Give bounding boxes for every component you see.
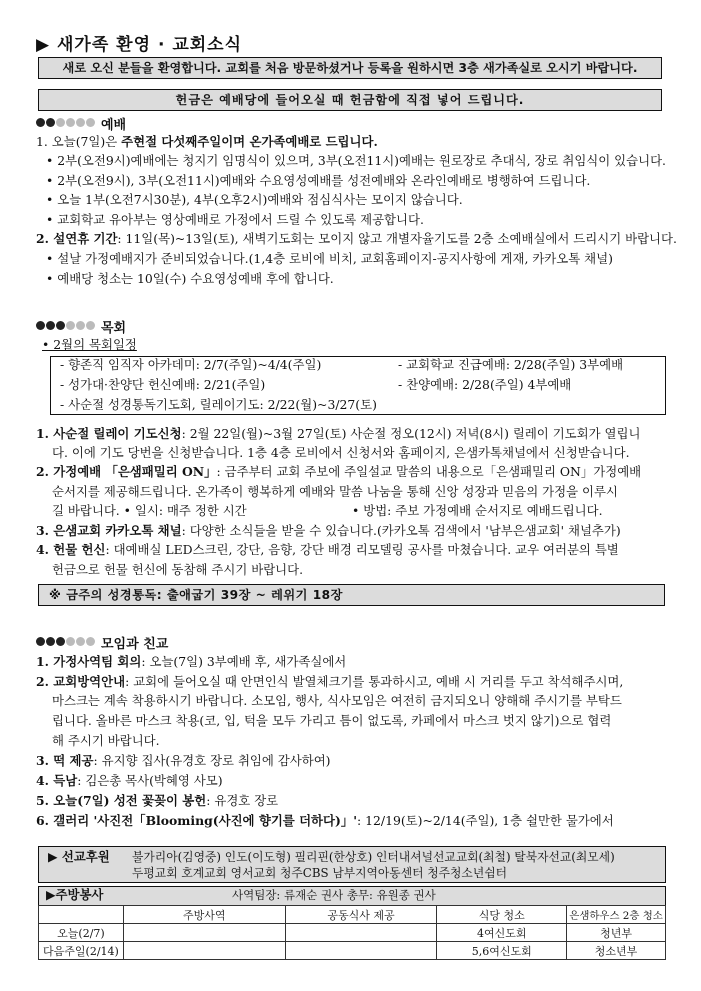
table-cell <box>285 924 437 942</box>
ministry-item-2-cont: 길 바랍니다. • 일시: 매주 정한 시간 <box>52 503 247 518</box>
table-header-row <box>39 906 666 924</box>
fellowship-item-4: 4. 득남: 김은총 목사(박혜영 사모) <box>36 773 223 788</box>
missions-label: ▶ 선교후원 <box>48 849 110 864</box>
kitchen-table <box>38 905 666 960</box>
worship-bullet: • 2부(오전9시), 3부(오전11시)예배와 수요영성예배를 성전예배와 온라인예배로 병행하여 드립니다. <box>46 173 591 188</box>
ministry-item-2: 2. 가정예배 「은샘패밀리 ON」: 금주부터 교회 주보에 주일설교 말씀의 내용으로「은샘패밀리 ON」가정예배 <box>36 464 642 479</box>
worship-item-1: 1. 오늘(7일)은 주현절 다섯째주일이며 온가족예배로 드립니다. <box>36 134 378 149</box>
schedule-title: • 2월의 목회일정 <box>42 337 137 352</box>
worship-bullet: • 교회학교 유아부는 영상예배로 가정에서 드릴 수 있도록 제공합니다. <box>46 212 424 227</box>
table-header: 주방사역 <box>123 906 285 924</box>
table-cell: 5,6여신도회 <box>437 942 567 960</box>
schedule-item: - 향존직 임직자 아카데미: 2/7(주일)~4/4(주일) <box>60 357 322 372</box>
missions-line: 불가리아(김영중) 인도(이도형) 필리핀(한상호) 인터내셔널선교교회(최철) 탈북자선교(최모세) <box>132 850 615 864</box>
table-row <box>39 942 666 960</box>
table-cell: 청년부 <box>567 924 666 942</box>
ministry-item-1-cont: 다. 이에 기도 당번을 신청받습니다. 1층 4층 로비에서 신청서와 홈페이지, 은샘카톡채널에서 신청받습니다. <box>52 445 630 460</box>
dots-icon <box>36 635 96 650</box>
ministry-item-3: 3. 은샘교회 카카오톡 채널: 다양한 소식들을 받을 수 있습니다.(카카오톡 검색에서 '남부은샘교회' 채널추가) <box>36 523 621 538</box>
fellowship-item-6: 6. 갤러리 '사진전「Blooming(사진에 향기를 더하다)」': 12/19(토)~2/14(주일), 1층 쉴만한 물가에서 <box>36 813 614 828</box>
section-fellowship-heading: 모임과 친교 <box>36 633 168 652</box>
table-cell <box>123 942 285 960</box>
worship-bullet: • 2부(오전9시)예배에는 청지기 임명식이 있으며, 3부(오전11시)예배는 원로장로 추대식, 장로 취임식이 있습니다. <box>46 153 666 168</box>
fellowship-item-3: 3. 떡 제공: 유지향 집사(유경호 장로 취임에 감사하여) <box>36 753 331 768</box>
kitchen-label: ▶주방봉사 <box>46 887 104 902</box>
table-cell: 다음주일(2/14) <box>39 942 124 960</box>
bible-reading-banner: ※ 금주의 성경통독: 출애굽기 39장 ~ 레위기 18장 <box>38 584 665 606</box>
ministry-item-1: 1. 사순절 릴레이 기도신청: 2월 22일(월)~3월 27일(토) 사순절 정오(12시) 저녁(8시) 릴레이 기도회가 열립니 <box>36 426 641 441</box>
schedule-item: - 찬양예배: 2/28(주일) 4부예배 <box>398 377 572 392</box>
worship-bullet: • 설날 가정예배지가 준비되었습니다.(1,4층 로비에 비치, 교회홈페이지-공지사항에 게재, 카카오톡 채널) <box>46 251 613 266</box>
fellowship-item-2-cont: 해 주시기 바랍니다. <box>52 733 160 748</box>
fellowship-item-1: 1. 가정사역팀 회의: 오늘(7일) 3부예배 후, 새가족실에서 <box>36 654 347 669</box>
worship-bullet: • 오늘 1부(오전7시30분), 4부(오후2시)예배와 점심식사는 모이지 않습니다. <box>46 192 463 207</box>
schedule-item: - 사순절 성경통독기도회, 릴레이기도: 2/22(월)~3/27(토) <box>60 397 377 412</box>
section-worship-heading: 예배 <box>36 114 126 133</box>
worship-item-2: 2. 설연휴 기간: 11일(목)~13일(토), 새벽기도회는 모이지 않고 개별자율기도를 2층 소예배실에서 드리시기 바랍니다. <box>36 231 677 246</box>
dots-icon <box>36 319 96 334</box>
table-cell: 청소년부 <box>567 942 666 960</box>
table-cell <box>123 924 285 942</box>
page-title: ▶ 새가족 환영 · 교회소식 <box>36 35 243 55</box>
offering-banner: 헌금은 예배당에 들어오실 때 헌금함에 직접 넣어 드립니다. <box>38 89 662 111</box>
fellowship-item-2-cont: 립니다. 올바른 마스크 착용(코, 입, 턱을 모두 가리고 틈이 없도록, 카페에서 마스크 벗지 않기)으로 협력 <box>52 713 612 728</box>
table-header: 공동식사 제공 <box>285 906 437 924</box>
table-header: 식당 청소 <box>437 906 567 924</box>
table-header <box>39 906 124 924</box>
schedule-item: - 성가대·찬양단 헌신예배: 2/21(주일) <box>60 377 266 392</box>
table-cell: 4여신도회 <box>437 924 567 942</box>
fellowship-item-2: 2. 교회방역안내: 교회에 들어오실 때 안면인식 발열체크기를 통과하시고, 예배 시 거리를 두고 착석해주시며, <box>36 674 624 689</box>
table-cell: 오늘(2/7) <box>39 924 124 942</box>
ministry-item-4: 4. 헌물 헌신: 대예배실 LED스크린, 강단, 음향, 강단 배경 리모델링 공사를 마쳤습니다. 교우 여러분의 특별 <box>36 542 619 557</box>
worship-bullet: • 예배당 청소는 10일(수) 수요영성예배 후에 합니다. <box>46 271 334 286</box>
ministry-item-2-cont: 순서지를 제공해드립니다. 온가족이 행복하게 예배와 말씀 나눔을 통해 신앙 성장과 믿음의 가정을 이루시 <box>52 484 618 499</box>
kitchen-leaders: 사역팀장: 류재순 권사 총무: 유원종 권사 <box>232 888 436 902</box>
fellowship-item-2-cont: 마스크는 계속 착용하시기 바랍니다. 소모임, 행사, 식사모임은 여전히 금지되오니 양해해 주시기를 부탁드 <box>52 693 622 708</box>
dots-icon <box>36 116 96 131</box>
fellowship-item-5: 5. 오늘(7일) 성전 꽃꽂이 봉헌: 유경호 장로 <box>36 793 279 808</box>
table-row <box>39 924 666 942</box>
welcome-banner: 새로 오신 분들을 환영합니다. 교회를 처음 방문하셨거나 등록을 원하시면 3층 새가족실로 오시기 바랍니다. <box>38 57 662 79</box>
schedule-item: - 교회학교 진급예배: 2/28(주일) 3부예배 <box>398 357 624 372</box>
ministry-item-4-cont: 헌금으로 헌물 헌신에 동참해 주시기 바랍니다. <box>52 562 304 577</box>
missions-line: 두평교회 호계교회 영서교회 청주CBS 남부지역아동센터 청주청소년쉼터 <box>132 866 508 880</box>
section-ministry-heading: 목회 <box>36 317 126 336</box>
table-header: 은샘하우스 2층 청소 <box>567 906 666 924</box>
ministry-item-2-cont: • 방법: 주보 가정예배 순서지로 예배드립니다. <box>352 503 603 518</box>
table-cell <box>285 942 437 960</box>
